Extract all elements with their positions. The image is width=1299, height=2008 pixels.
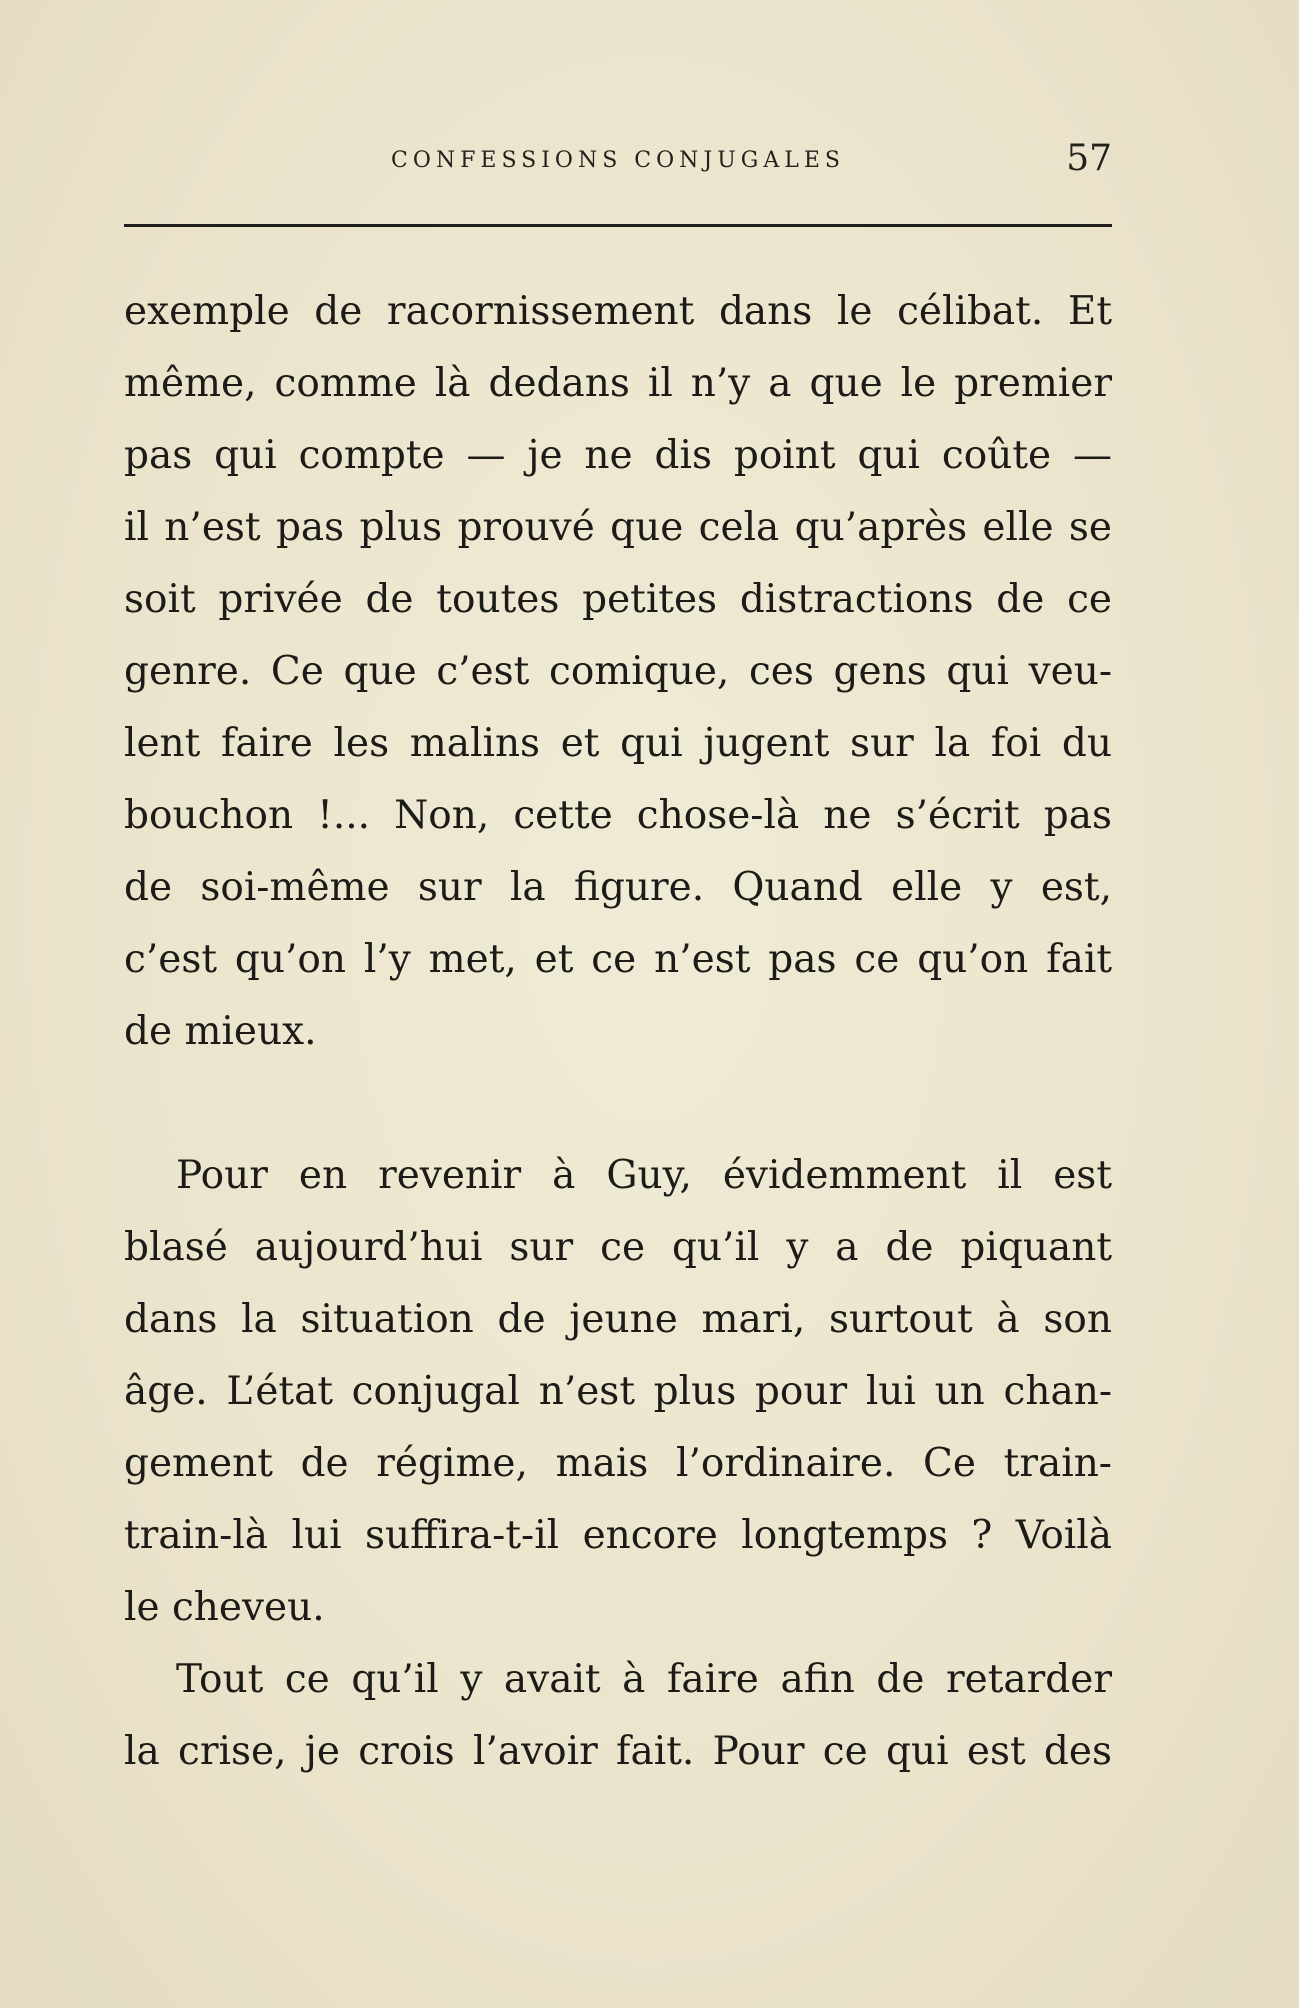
text-line: de soi-même sur la figure. Quand elle y est, — [124, 865, 1112, 910]
text-line: c’est qu’on l’y met, et ce n’est pas ce qu’on fait — [124, 937, 1112, 982]
text-line: Tout ce qu’il y avait à faire afin de retarder — [176, 1657, 1112, 1702]
text-line: blasé aujourd’hui sur ce qu’il y a de piquant — [124, 1225, 1112, 1270]
text-line: bouchon !... Non, cette chose-là ne s’écrit pas — [124, 793, 1112, 838]
text-line: soit privée de toutes petites distractions de ce — [124, 577, 1112, 622]
text-line: il n’est pas plus prouvé que cela qu’après elle se — [124, 505, 1112, 550]
text-line: Pour en revenir à Guy, évidemment il est — [176, 1153, 1112, 1198]
text-line: lent faire les malins et qui jugent sur la foi du — [124, 721, 1112, 766]
text-line: dans la situation de jeune mari, surtout à son — [124, 1297, 1112, 1342]
text-line: train-là lui suffira-t-il encore longtemps ? Voilà — [124, 1513, 1112, 1558]
page-number: 57 — [1066, 138, 1112, 179]
text-line: gement de régime, mais l’ordinaire. Ce train- — [124, 1441, 1112, 1486]
text-line: âge. L’état conjugal n’est plus pour lui un chan- — [124, 1369, 1112, 1414]
text-line: genre. Ce que c’est comique, ces gens qui veu- — [124, 649, 1112, 694]
text-line: le cheveu. — [124, 1585, 325, 1630]
body-text — [124, 276, 1112, 1788]
text-line: de mieux. — [124, 1009, 317, 1054]
header-rule — [124, 224, 1112, 227]
text-line: pas qui compte — je ne dis point qui coûte — — [124, 433, 1112, 478]
text-line: même, comme là dedans il n’y a que le premier — [124, 361, 1112, 406]
paragraph-gap — [124, 1068, 1112, 1140]
running-title: CONFESSIONS CONJUGALES — [391, 148, 845, 173]
text-line: la crise, je crois l’avoir fait. Pour ce qui est des — [124, 1729, 1112, 1774]
running-head — [124, 138, 1112, 188]
text-line: exemple de racornissement dans le célibat. Et — [124, 289, 1112, 334]
